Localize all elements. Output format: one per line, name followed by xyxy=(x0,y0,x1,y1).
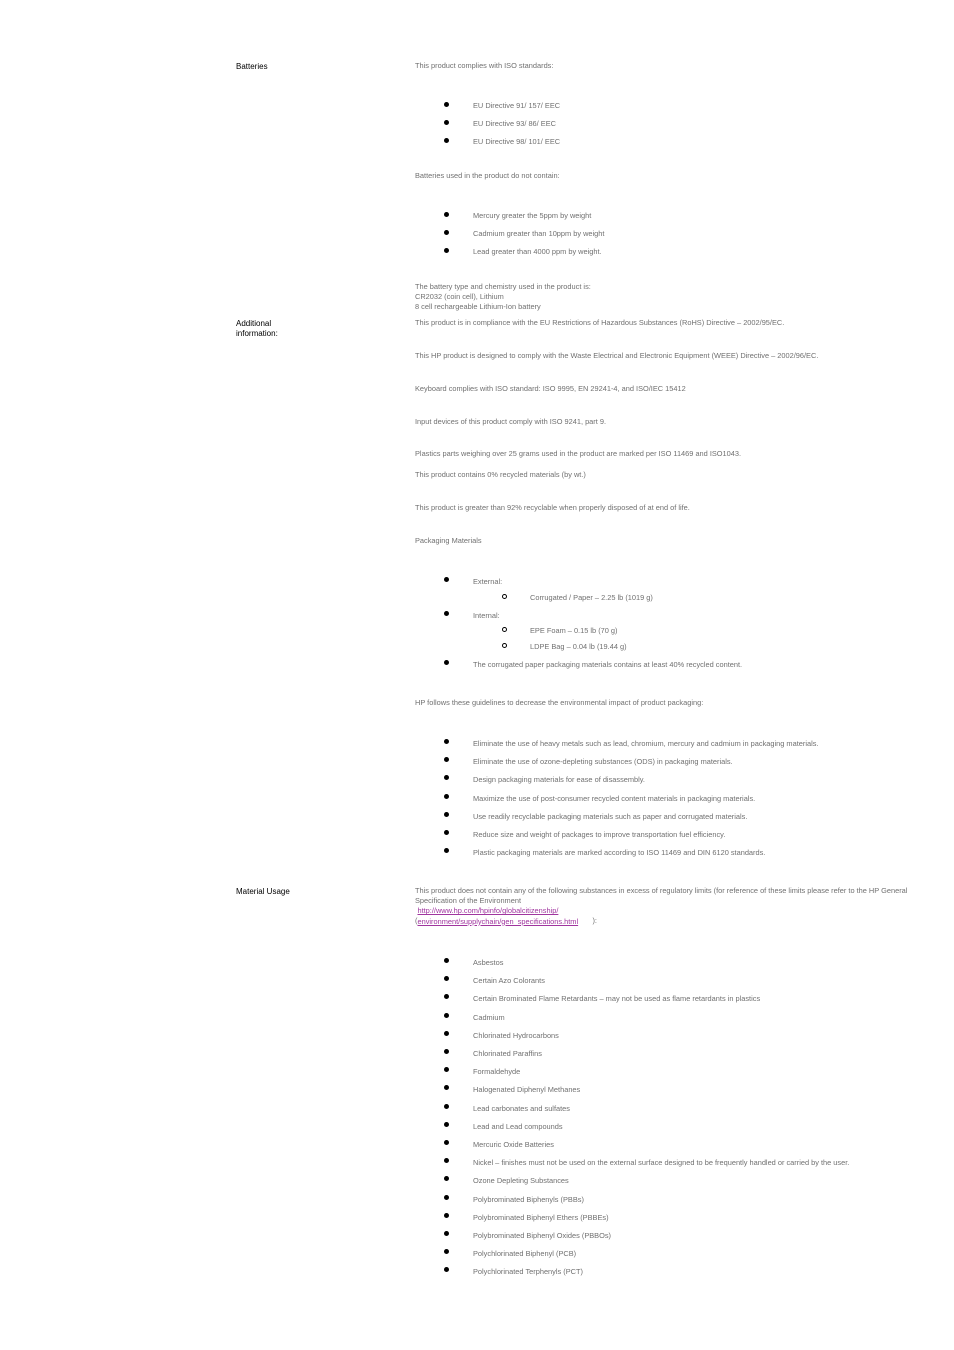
bullet-icon xyxy=(444,248,449,253)
battery-chemistry-line-2: CR2032 (coin cell), Lithium xyxy=(415,292,504,301)
paren-open: ( xyxy=(415,916,418,926)
list-item: Cadmium xyxy=(473,1013,505,1022)
battery-chemistry-line-1: The battery type and chemistry used in the product is: xyxy=(415,282,591,291)
list-item: Polybrominated Biphenyls (PBBs) xyxy=(473,1195,584,1204)
bullet-icon xyxy=(444,958,449,963)
bullet-icon xyxy=(444,794,449,799)
bullet-icon xyxy=(444,138,449,143)
bullet-icon xyxy=(444,102,449,107)
circle-bullet-icon xyxy=(502,594,507,599)
bullet-icon xyxy=(444,1031,449,1036)
list-item: Reduce size and weight of packages to improve transportation fuel efficiency. xyxy=(473,830,726,839)
bullet-icon xyxy=(444,212,449,217)
bullet-icon xyxy=(444,660,449,665)
bullet-icon xyxy=(444,1140,449,1145)
bullet-icon xyxy=(444,848,449,853)
material-intro-text: This product does not contain any of the following substances in excess of regulatory limits (for reference of these limits please refer to the HP General Specification of the Environment xyxy=(415,886,908,906)
hp-spec-link[interactable]: http://www.hp.com/hpinfo/globalcitizenship/ environment/supplychain/gen_specifications.html xyxy=(417,906,579,926)
batteries-not-contain-intro: Batteries used in the product do not contain: xyxy=(415,171,560,180)
bullet-icon xyxy=(444,1176,449,1181)
bullet-icon xyxy=(444,757,449,762)
sub-list-item: Corrugated / Paper – 2.25 lb (1019 g) xyxy=(530,593,653,602)
list-item: Internal: xyxy=(473,611,500,620)
packaging-title: Packaging Materials xyxy=(415,536,482,545)
list-item: The corrugated paper packaging materials contains at least 40% recycled content. xyxy=(473,660,743,669)
bullet-icon xyxy=(444,830,449,835)
list-item: External: xyxy=(473,577,503,586)
list-item: Formaldehyde xyxy=(473,1067,521,1076)
keyboard-statement: Keyboard complies with ISO standard: ISO 9995, EN 29241-4, and ISO/IEC 15412 xyxy=(415,384,686,393)
bullet-icon xyxy=(444,1067,449,1072)
bullet-icon xyxy=(444,611,449,616)
list-item: Cadmium greater than 10ppm by weight xyxy=(473,229,605,238)
list-item: Halogenated Diphenyl Methanes xyxy=(473,1085,581,1094)
list-item: Nickel – finishes must not be used on the external surface designed to be frequently handled or carried by the user. xyxy=(473,1158,850,1167)
bullet-icon xyxy=(444,812,449,817)
bullet-icon xyxy=(444,1213,449,1218)
section-label-material-usage: Material Usage xyxy=(236,887,290,896)
sub-list-item: EPE Foam – 0.15 lb (70 g) xyxy=(530,626,618,635)
list-item: Use readily recyclable packaging materials such as paper and corrugated materials. xyxy=(473,812,748,821)
list-item: Lead greater than 4000 ppm by weight. xyxy=(473,247,602,256)
list-item: Ozone Depleting Substances xyxy=(473,1176,569,1185)
section-label-additional-1: Additional xyxy=(236,319,272,328)
input-devices-statement: Input devices of this product comply with ISO 9241, part 9. xyxy=(415,417,607,426)
circle-bullet-icon xyxy=(502,627,507,632)
recycled-statement: This product contains 0% recycled materials (by wt.) xyxy=(415,470,586,479)
list-item: Lead and Lead compounds xyxy=(473,1122,563,1131)
bullet-icon xyxy=(444,1049,449,1054)
list-item: Chlorinated Paraffins xyxy=(473,1049,542,1058)
list-item: Certain Brominated Flame Retardants – may not be used as flame retardants in plastics xyxy=(473,994,761,1003)
list-item: Mercury greater the 5ppm by weight xyxy=(473,211,592,220)
plastics-statement: Plastics parts weighing over 25 grams used in the product are marked per ISO 11469 and ISO1043. xyxy=(415,449,742,458)
bullet-icon xyxy=(444,230,449,235)
section-label-additional-2: information: xyxy=(236,329,278,338)
bullet-icon xyxy=(444,1267,449,1272)
list-item: Lead carbonates and sulfates xyxy=(473,1104,570,1113)
sub-list-item: LDPE Bag – 0.04 lb (19.44 g) xyxy=(530,642,627,651)
list-item: Eliminate the use of heavy metals such as lead, chromium, mercury and cadmium in packaging materials. xyxy=(473,739,819,748)
battery-chemistry-line-3: 8 cell rechargeable Lithium-Ion battery xyxy=(415,302,541,311)
bullet-icon xyxy=(444,1104,449,1109)
section-label-batteries: Batteries xyxy=(236,62,268,71)
bullet-icon xyxy=(444,1122,449,1127)
bullet-icon xyxy=(444,1085,449,1090)
bullet-icon xyxy=(444,577,449,582)
list-item: Design packaging materials for ease of disassembly. xyxy=(473,775,645,784)
bullet-icon xyxy=(444,1195,449,1200)
bullet-icon xyxy=(444,1013,449,1018)
list-item: Polychlorinated Terphenyls (PCT) xyxy=(473,1267,583,1276)
weee-statement: This HP product is designed to comply with the Waste Electrical and Electronic Equipment (WEEE) Directive – 2002/96/EC. xyxy=(415,351,819,360)
guidelines-intro: HP follows these guidelines to decrease the environmental impact of product packaging: xyxy=(415,698,704,707)
list-item: Mercuric Oxide Batteries xyxy=(473,1140,554,1149)
list-item: Chlorinated Hydrocarbons xyxy=(473,1031,559,1040)
list-item: Polychlorinated Biphenyl (PCB) xyxy=(473,1249,577,1258)
bullet-icon xyxy=(444,1158,449,1163)
rohs-statement: This product is in compliance with the EU Restrictions of Hazardous Substances (RoHS) Directive – 2002/95/EC. xyxy=(415,318,785,327)
material-intro xyxy=(415,886,920,927)
batteries-intro: This product complies with ISO standards: xyxy=(415,61,554,70)
list-item: Plastic packaging materials are marked according to ISO 11469 and DIN 6120 standards. xyxy=(473,848,766,857)
list-item: EU Directive 98/ 101/ EEC xyxy=(473,137,561,146)
bullet-icon xyxy=(444,1231,449,1236)
bullet-icon xyxy=(444,994,449,999)
bullet-icon xyxy=(444,739,449,744)
list-item: Eliminate the use of ozone-depleting substances (ODS) in packaging materials. xyxy=(473,757,733,766)
paren-close: ): xyxy=(592,916,597,926)
bullet-icon xyxy=(444,120,449,125)
list-item: Maximize the use of post-consumer recycled content materials in packaging materials. xyxy=(473,794,756,803)
list-item: Polybrominated Biphenyl Oxides (PBBOs) xyxy=(473,1231,612,1240)
circle-bullet-icon xyxy=(502,643,507,648)
recyclable-statement: This product is greater than 92% recyclable when properly disposed of at end of life. xyxy=(415,503,690,512)
bullet-icon xyxy=(444,976,449,981)
list-item: Certain Azo Colorants xyxy=(473,976,545,985)
bullet-icon xyxy=(444,775,449,780)
list-item: Polybrominated Biphenyl Ethers (PBBEs) xyxy=(473,1213,609,1222)
bullet-icon xyxy=(444,1249,449,1254)
list-item: EU Directive 93/ 86/ EEC xyxy=(473,119,556,128)
list-item: EU Directive 91/ 157/ EEC xyxy=(473,101,561,110)
list-item: Asbestos xyxy=(473,958,504,967)
